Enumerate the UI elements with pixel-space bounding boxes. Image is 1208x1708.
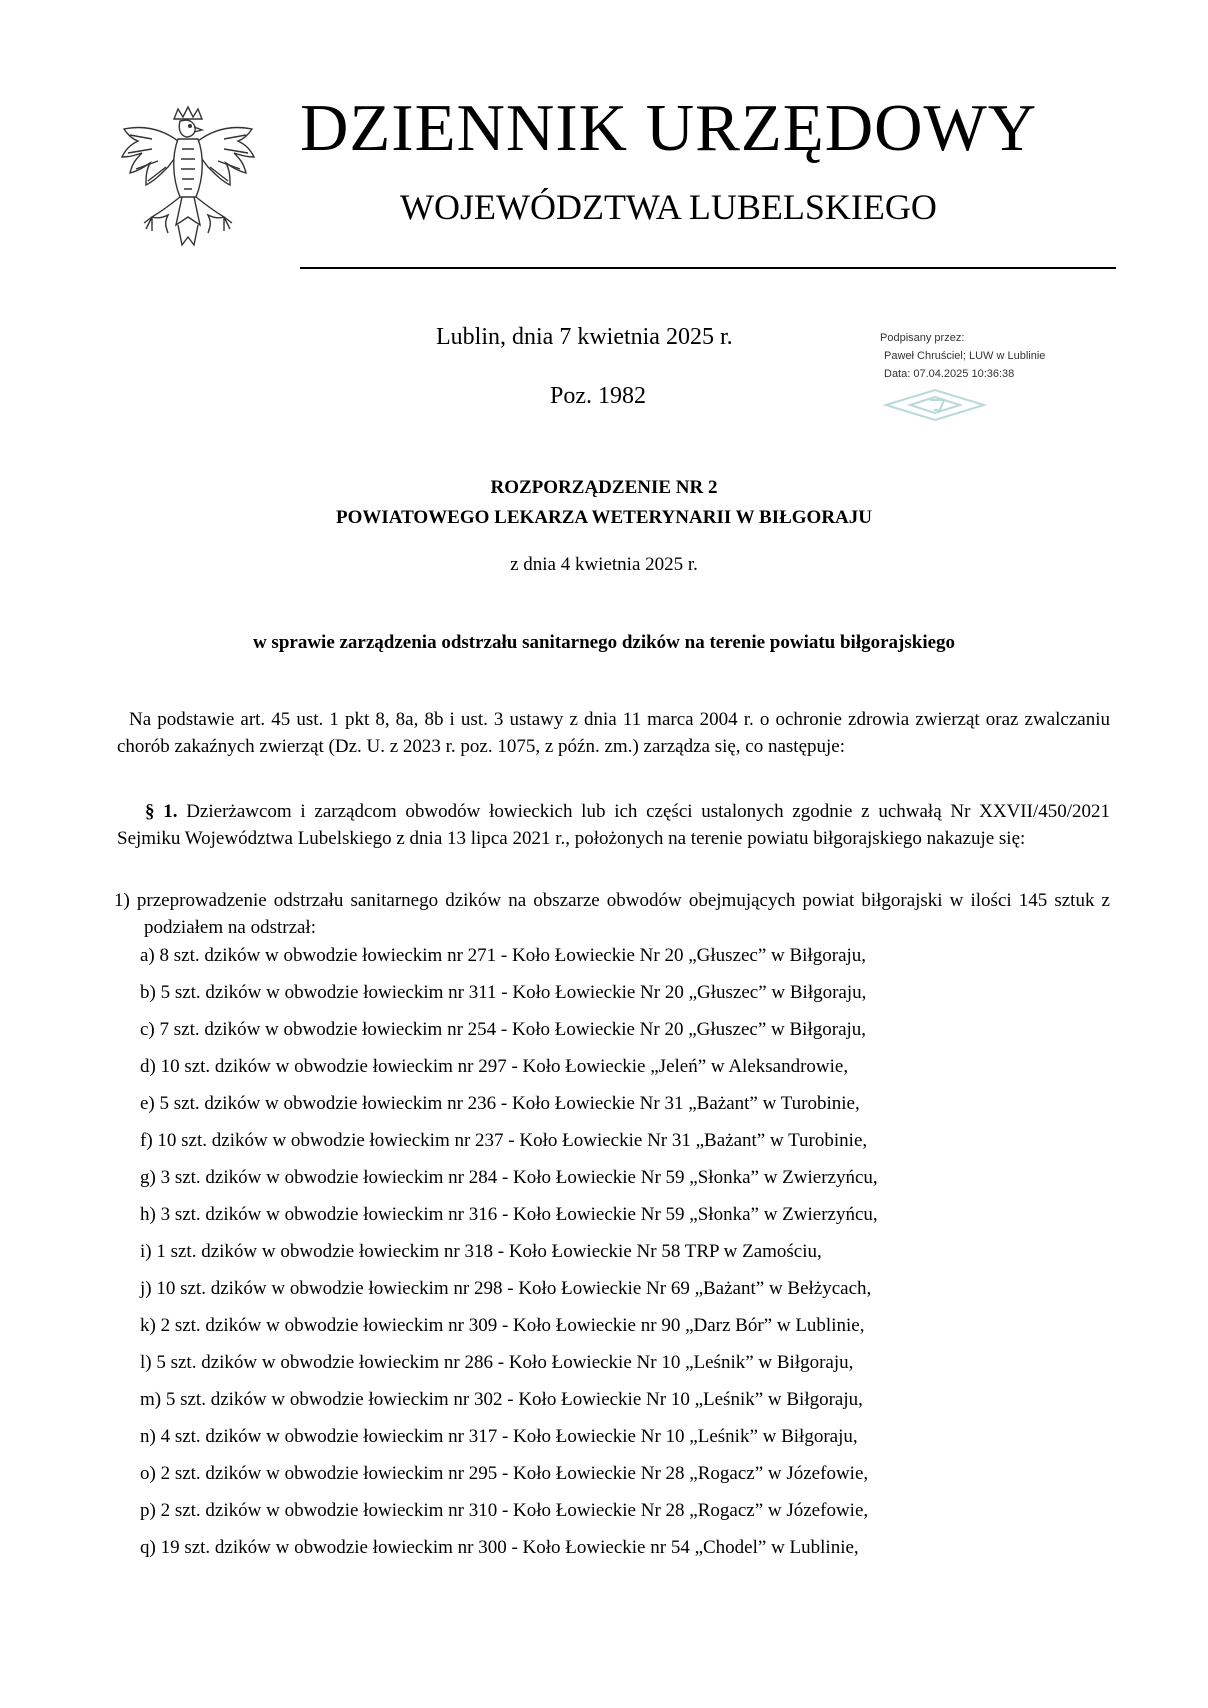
- journal-subtitle: WOJEWÓDZTWA LUBELSKIEGO: [400, 187, 937, 227]
- preamble-paragraph: Na podstawie art. 45 ust. 1 pkt 8, 8a, 8b i ust. 3 ustawy z dnia 11 marca 2004 r. o ochronie zdrowia zwierząt oraz zwalczaniu chorób zakaźnych zwierząt (Dz. U. z 2023 r. poz. 1075, z późn. zm.) zarządza się, co następuje:: [117, 709, 1110, 757]
- section-1-paragraph: [117, 798, 1110, 852]
- list-item: c) 7 szt. dzików w obwodzie łowieckim nr 254 - Koło Łowieckie Nr 20 „Głuszec” w Biłgoraju,: [140, 1019, 867, 1040]
- list-item: k) 2 szt. dzików w obwodzie łowieckim nr 309 - Koło Łowieckie nr 90 „Darz Bór” w Lublinie,: [140, 1315, 865, 1336]
- list-item: a) 8 szt. dzików w obwodzie łowieckim nr 271 - Koło Łowieckie Nr 20 „Głuszec” w Biłgoraju,: [140, 945, 867, 966]
- document-title: [60, 473, 1148, 533]
- list-item: f) 10 szt. dzików w obwodzie łowieckim nr 237 - Koło Łowieckie Nr 31 „Bażant” w Turobinie,: [140, 1130, 868, 1151]
- list-item: n) 4 szt. dzików w obwodzie łowieckim nr 317 - Koło Łowieckie Nr 10 „Leśnik” w Biłgoraju,: [140, 1426, 858, 1447]
- list-item: l) 5 szt. dzików w obwodzie łowieckim nr 286 - Koło Łowieckie Nr 10 „Leśnik” w Biłgoraju,: [140, 1352, 854, 1373]
- list-item: o) 2 szt. dzików w obwodzie łowieckim nr 295 - Koło Łowieckie Nr 28 „Rogacz” w Józefowie,: [140, 1463, 869, 1484]
- list-item: e) 5 szt. dzików w obwodzie łowieckim nr 236 - Koło Łowieckie Nr 31 „Bażant” w Turobinie,: [140, 1093, 860, 1114]
- point-1: 1) przeprowadzenie odstrzału sanitarnego dzików na obszarze obwodów obejmujących powiat biłgorajski w ilości 145 sztuk z podziałem na odstrzał:: [114, 890, 1110, 938]
- section-1-text: Dzierżawcom i zarządcom obwodów łowieckich lub ich części ustalonych zgodnie z uchwałą Nr XXVII/450/2021 Sejmiku Województwa Lubelskiego z dnia 13 lipca 2021 r., położonych na terenie powiatu biłgorajskiego nakazuje się:: [117, 801, 1111, 849]
- publication-date: Lublin, dnia 7 kwietnia 2025 r.: [436, 324, 733, 350]
- position-number: Poz. 1982: [550, 383, 646, 409]
- document-date: z dnia 4 kwietnia 2025 r.: [510, 554, 698, 575]
- signature-mark-icon: [880, 388, 990, 422]
- signature-label: Podpisany przez:: [880, 332, 965, 344]
- list-item: b) 5 szt. dzików w obwodzie łowieckim nr 311 - Koło Łowieckie Nr 20 „Głuszec” w Biłgoraju,: [140, 982, 867, 1003]
- section-1-marker: § 1.: [145, 801, 178, 822]
- list-item: q) 19 szt. dzików w obwodzie łowieckim nr 300 - Koło Łowieckie nr 54 „Chodel” w Lublinie,: [140, 1537, 859, 1558]
- list-item: g) 3 szt. dzików w obwodzie łowieckim nr 284 - Koło Łowieckie Nr 59 „Słonka” w Zwierzyńcu,: [140, 1167, 878, 1188]
- journal-title: DZIENNIK URZĘDOWY: [300, 91, 1038, 165]
- document-title-line2: POWIATOWEGO LEKARZA WETERYNARII W BIŁGORAJU: [335, 507, 873, 528]
- list-item: j) 10 szt. dzików w obwodzie łowieckim nr 298 - Koło Łowieckie Nr 69 „Bażant” w Bełżycach,: [140, 1278, 872, 1299]
- polish-eagle-emblem-icon: [108, 105, 268, 265]
- signature-signer: Paweł Chruściel; LUW w Lublinie: [884, 350, 1046, 362]
- hunting-district-list: [140, 942, 1100, 1571]
- list-item: i) 1 szt. dzików w obwodzie łowieckim nr 318 - Koło Łowieckie Nr 58 TRP w Zamościu,: [140, 1241, 822, 1262]
- list-item: m) 5 szt. dzików w obwodzie łowieckim nr 302 - Koło Łowieckie Nr 10 „Leśnik” w Biłgoraju,: [140, 1389, 863, 1410]
- list-item: h) 3 szt. dzików w obwodzie łowieckim nr 316 - Koło Łowieckie Nr 59 „Słonka” w Zwierzyńcu,: [140, 1204, 878, 1225]
- signature-timestamp: Data: 07.04.2025 10:36:38: [884, 368, 1015, 380]
- list-item: p) 2 szt. dzików w obwodzie łowieckim nr 310 - Koło Łowieckie Nr 28 „Rogacz” w Józefowie,: [140, 1500, 869, 1521]
- electronic-signature: [880, 329, 1140, 383]
- header-divider: [300, 267, 1116, 269]
- list-item: d) 10 szt. dzików w obwodzie łowieckim nr 297 - Koło Łowieckie „Jeleń” w Aleksandrowie,: [140, 1056, 849, 1077]
- document-subject: w sprawie zarządzenia odstrzału sanitarnego dzików na terenie powiatu biłgorajskiego: [252, 632, 956, 653]
- document-title-line1: ROZPORZĄDZENIE NR 2: [490, 477, 718, 498]
